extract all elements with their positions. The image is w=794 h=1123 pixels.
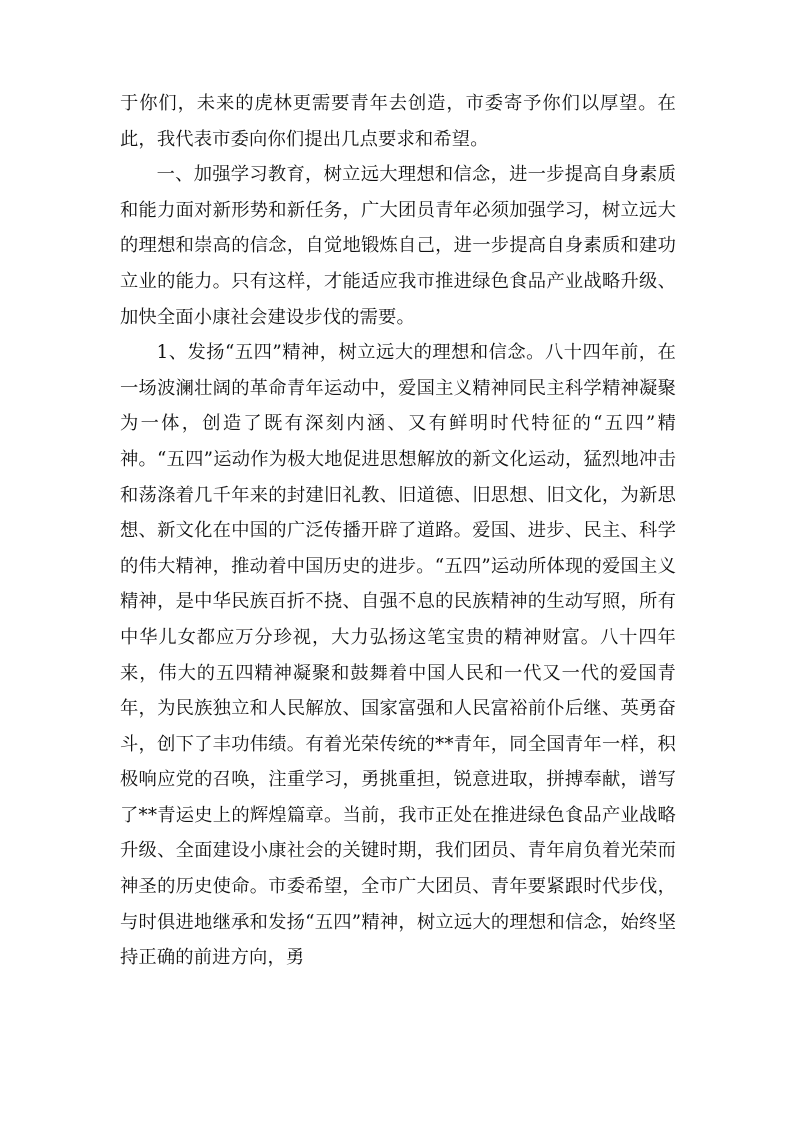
document-body	[120, 86, 676, 976]
paragraph-point-one: 1、发扬“五四”精神，树立远大的理想和信念。八十四年前，在一场波澜壮阔的革命青年运动中，爱国主义精神同民主科学精神凝聚为一体，创造了既有深刻内涵、又有鲜明时代特征的“五四”精神。“五四”运动作为极大地促进思想解放的新文化运动，猛烈地冲击和荡涤着几千年来的封建旧礼教、旧道德、旧思想、旧文化，为新思想、新文化在中国的广泛传播开辟了道路。爱国、进步、民主、科学的伟大精神，推动着中国历史的进步。“五四”运动所体现的爱国主义精神，是中华民族百折不挠、自强不息的民族精神的生动写照，所有中华儿女都应万分珍视，大力弘扬这笔宝贵的精神财富。八十四年来，伟大的五四精神凝聚和鼓舞着中国人民和一代又一代的爱国青年，为民族独立和人民解放、国家富强和人民富裕前仆后继、英勇奋斗，创下了丰功伟绩。有着光荣传统的**青年，同全国青年一样，积极响应党的召唤，注重学习，勇挑重担，锐意进取，拼搏奉献，谱写了**青运史上的辉煌篇章。当前，我市正处在推进绿色食品产业战略升级、全面建设小康社会的关键时期，我们团员、青年肩负着光荣而神圣的历史使命。市委希望，全市广大团员、青年要紧跟时代步伐，与时俱进地继承和发扬“五四”精神，树立远大的理想和信念，始终坚持正确的前进方向，勇	[120, 342, 676, 969]
paragraph-closing-intro: 于你们，未来的虎林更需要青年去创造，市委寄予你们以厚望。在此，我代表市委向你们提出几点要求和希望。	[120, 93, 676, 150]
paragraph-section-one: 一、加强学习教育，树立远大理想和信念，进一步提高自身素质和能力面对新形势和新任务，广大团员青年必须加强学习，树立远大的理想和崇高的信念，自觉地锻炼自己，进一步提高自身素质和建功立业的能力。只有这样，才能适应我市推进绿色食品产业战略升级、加快全面小康社会建设步伐的需要。	[120, 164, 676, 328]
